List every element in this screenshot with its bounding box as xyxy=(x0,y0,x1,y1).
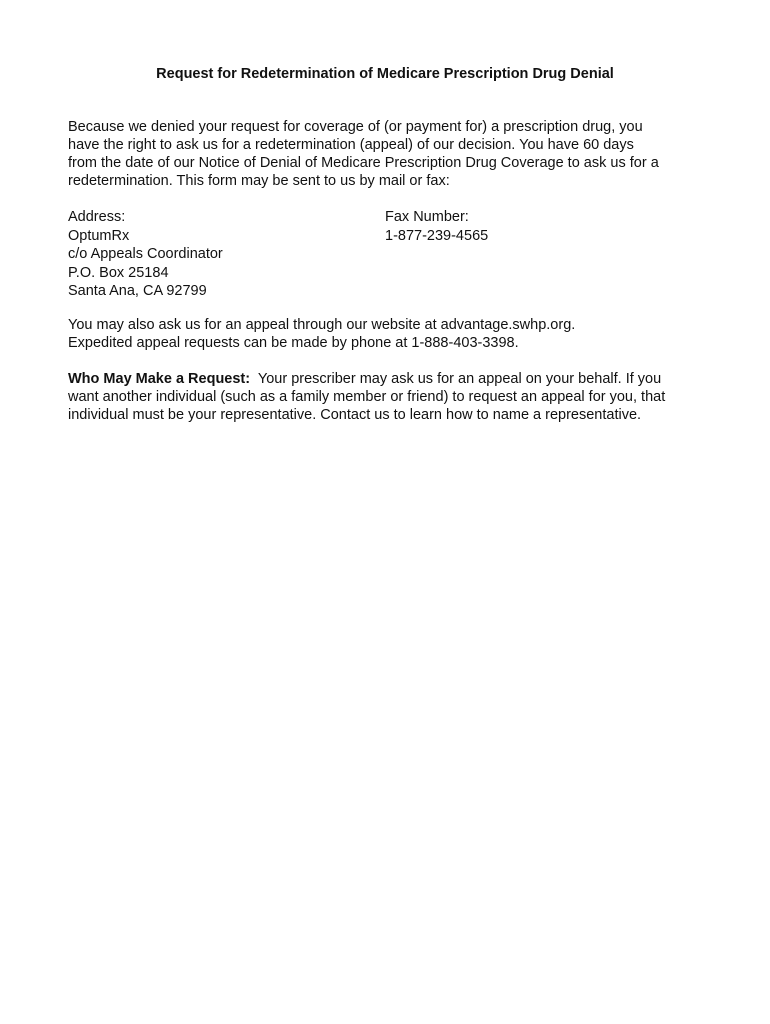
online-line: Expedited appeal requests can be made by phone at 1-888-403-3398. xyxy=(68,335,519,351)
address-line: P.O. Box 25184 xyxy=(68,264,169,281)
intro-line: redetermination. This form may be sent to us by mail or fax: xyxy=(68,173,450,189)
who-heading: Who May Make a Request: xyxy=(68,371,251,387)
who-first-line-rest: Your prescriber may ask us for an appeal on your behalf. If you xyxy=(250,371,662,387)
intro-line: have the right to ask us for a redetermination (appeal) of our decision. You have 60 days xyxy=(68,137,634,153)
fax-label: Fax Number: xyxy=(385,209,469,225)
mailing-address-block xyxy=(68,208,368,301)
document-title: Request for Redetermination of Medicare Prescription Drug Denial xyxy=(156,66,614,82)
fax-block xyxy=(385,208,685,245)
address-line: c/o Appeals Coordinator xyxy=(68,246,223,262)
address-line: OptumRx xyxy=(68,227,130,244)
fax-number: 1-877-239-4565 xyxy=(385,227,489,244)
address-label: Address: xyxy=(68,209,126,225)
intro-paragraph xyxy=(68,118,708,190)
who-line: want another individual (such as a family member or friend) to request an appeal for you, that xyxy=(68,389,666,405)
who-line: individual must be your representative. Contact us to learn how to name a representative. xyxy=(68,407,642,423)
intro-line: from the date of our Notice of Denial of Medicare Prescription Drug Coverage to ask us for a xyxy=(68,155,659,171)
who-first-line xyxy=(68,370,708,388)
online-line: You may also ask us for an appeal through our website at advantage.swhp.org. xyxy=(68,317,576,333)
online-appeal-paragraph xyxy=(68,316,708,352)
address-line: Santa Ana, CA 92799 xyxy=(68,283,207,299)
intro-line: Because we denied your request for coverage of (or payment for) a prescription drug, you xyxy=(68,119,643,135)
who-may-request-paragraph xyxy=(68,370,708,424)
